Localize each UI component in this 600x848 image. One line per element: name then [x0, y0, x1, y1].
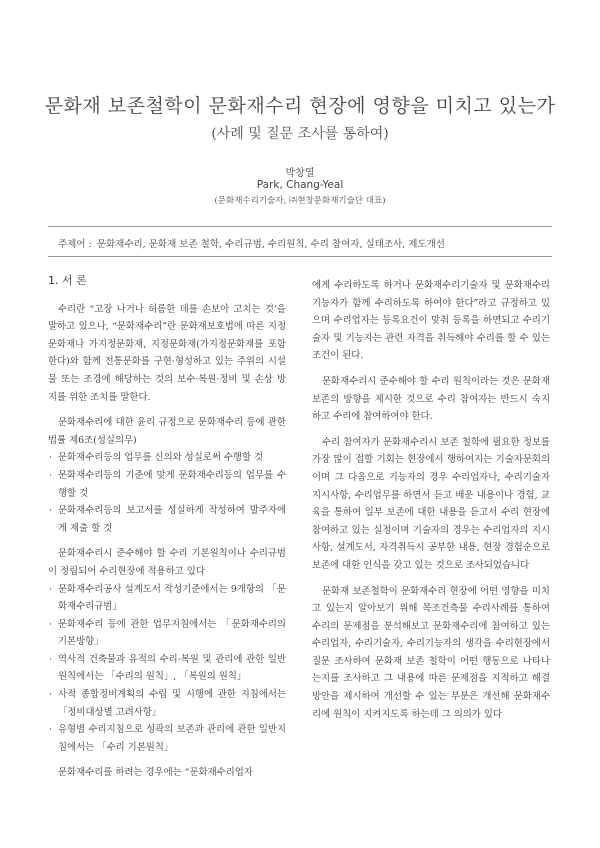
- left-column: [48, 272, 286, 790]
- keywords-bottom-rule: [48, 256, 552, 257]
- right-column: [312, 277, 550, 731]
- paper-title: 문화재 보존철학이 문화재수리 현장에 영향을 미치고 있는가: [44, 95, 556, 117]
- paragraph-continued: 에게 수리하도록 하거나 문화재수리기술자 및 문화재수리기능자가 함께 수리하도록 하여야 한다”라고 규정하고 있으며 수리업자는 등록요건이 맞춰 등록을 하면되고 수리기술자 및 기능자는 관련 자격을 취득해야 수리를 할 수 있는 조건이 된다.: [312, 280, 550, 362]
- list-item: · 문화재수리등의 업무를 신의와 성실로써 수행할 것: [48, 449, 286, 467]
- keywords-top-rule: [48, 226, 552, 227]
- paragraph: 문화재수리시 준수해야 할 수리 원칙이라는 것은 문화재 보존의 방향을 제시한 것으로 수리 참여자는 반드시 숙지하고 수리에 참여하여야 한다.: [312, 375, 550, 423]
- keywords-label: 주제어 :: [58, 239, 92, 250]
- list-item: · 문화재수리등의 보고서를 성실하게 작성하여 발주자에게 제출 할 것: [48, 502, 286, 537]
- list-item: · 사적 종합정비계획의 수립 및 시행에 관한 지침에서는 「정비대상별 고려사항」: [48, 686, 286, 721]
- list-item: · 문화재수리공사 설계도서 작성기준에서는 9개항의 「문화재수리규범」: [48, 581, 286, 616]
- list-item: · 유형별 수리지침으로 성곽의 보존과 관리에 관한 일반지침에서는 「수리 기본원칙」: [48, 721, 286, 756]
- keywords-line: [58, 236, 445, 250]
- paragraph: 수리란 “고장 나거나 허름한 데를 손보아 고치는 것’을 말하고 있으나, “문화재수리”란 문화재보호법에 따른 지정문화재나 가지정문화재, 지정문화재(가지정문화재를 포함한다)와 함께 전통문화를 구현·형성하고 있는 주위의 시설물 또는 조경에 해당하는 것의 보수·복원·정비 및 손상 방지를 위한 조치를 말한다.: [48, 303, 286, 403]
- author-affiliation: (문화재수리기술자, ㈜현창문화재기술단 대표): [214, 196, 386, 206]
- paper-subtitle: (사례 및 질문 조사를 통하여): [211, 126, 389, 142]
- paragraph: 문화재수리시 준수해야 할 수리 기본원칙이나 수리규범이 정립되어 수리현장에 적용하고 있다: [48, 548, 286, 577]
- bullet-list: [48, 581, 286, 757]
- list-item: · 문화재수리 등에 관한 업무지침에서는 「문화재수리의 기본방향」: [48, 616, 286, 651]
- keywords-text: 문화재수리, 문화재 보존 철학, 수리규범, 수리원칙, 수리 참여자, 실태조사, 제도개선: [96, 239, 445, 250]
- author-name-english: Park, Chang-Yeal: [256, 179, 344, 191]
- bullet-list: [48, 449, 286, 537]
- paragraph: 문화재수리를 하려는 경우에는 “문화재수리업자: [58, 767, 253, 779]
- paragraph: 수리 참여자가 문화재수리시 보존 철학에 필요한 정보를 가장 많이 접할 기회는 현장에서 행하여지는 기술자문회의이며 그 다음으로 기능자의 경우 수리업자나, 수리기술자 지시사항, 수리업무를 하면서 듣고 배운 내용이나 경험, 교육을 통하여 일부 보존에 대한 내용을 듣고서 수리 현장에 참여하고 있는 실정이며 기술자의 경우는 수리업자의 지시사항, 설계도서, 자격취득시 공부한 내용, 현장 경험순으로 보존에 대한 인식을 갖고 있는 것으로 조사되었습니다: [312, 436, 550, 571]
- paragraph: 문화재수리에 대한 윤리 규정으로 문화재수리 등에 관한 법률 제6조(성실의무): [48, 417, 286, 446]
- paragraph: 문화재 보존철학이 문화재수리 현장에 어떤 영향을 미치고 있는지 알아보기 위해 목조건축물 수리사례를 통하여 수리의 문제점을 분석해보고 문화재수리에 참여하고 있는 수리업자, 수리기술자, 수리기능자의 생각을 수리현장에서 질문 조사하여 문화재 보존 철학이 어떤 행동으로 나타나는지를 조사하고 그 내용에 따른 문제점을 지적하고 해결방안을 제시하여 개선할 수 있는 부분은 개선해 문화재수리에 원칙이 지켜지도록 하는데 그 의의가 있다: [312, 585, 550, 720]
- list-item: · 문화재수리등의 기준에 맞게 문화재수리등의 업무를 수행할 것: [48, 467, 286, 502]
- author-name-korean: 박창열: [285, 168, 315, 179]
- section-heading: 1. 서 론: [48, 274, 87, 287]
- list-item: · 역사적 건축물과 유적의 수리·복원 및 관리에 관한 일반원칙에서는 「수리의 원칙」, 「복원의 원칙」: [48, 651, 286, 686]
